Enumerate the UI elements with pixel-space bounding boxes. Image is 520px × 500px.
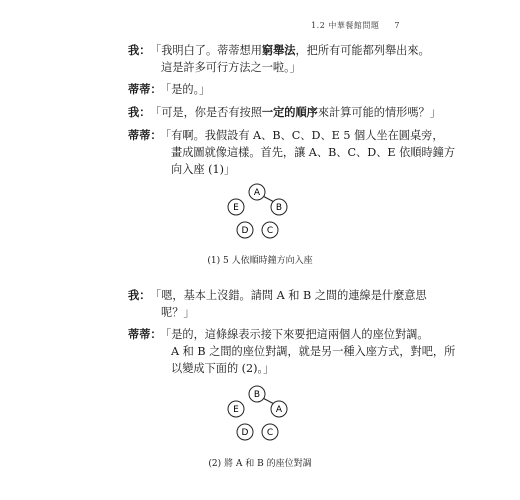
dialog-line: 「是的。」: [160, 83, 211, 96]
text-run: ，把所有可能都列舉出來。: [295, 44, 430, 57]
dialog-entry: [128, 81, 396, 98]
speaker-label: 我：: [128, 288, 151, 302]
dialog-line: 以變成下面的 (2)。」: [171, 362, 275, 375]
svg-text:B: B: [253, 390, 261, 400]
figure-caption: (1) 5 人依順時鐘方向入座: [207, 256, 313, 266]
dialog-line: 畫成圖就像這樣。首先，讓 A、B、C、D、E 依順時鐘方: [171, 146, 456, 159]
text-run: 「可是，你是否有按照: [150, 106, 262, 119]
running-header: [311, 20, 400, 31]
seating-diagram-2: [200, 384, 330, 446]
dialog-line: 呢？」: [161, 306, 195, 319]
seat-node-bottom-left: [237, 424, 253, 440]
speaker-label: 我：: [128, 105, 151, 119]
seat-node-left: [228, 401, 244, 417]
seat-node-bottom-right: [262, 424, 278, 440]
dialog-entry: [128, 104, 441, 121]
seat-node-bottom-right: [262, 222, 278, 238]
text-run: 來計算可能的情形嗎？」: [317, 106, 441, 119]
dialog-line: 這是許多可行方法之一啦。」: [161, 61, 301, 74]
svg-text:E: E: [233, 405, 239, 415]
dialog-line: 向入座 (1)」: [171, 163, 236, 176]
dialog-text: [150, 104, 441, 121]
speaker-label: 我：: [128, 43, 151, 57]
text-run: 「我明白了。蒂蒂想用: [150, 44, 262, 57]
seat-node-top: [249, 184, 265, 200]
dialog-text: [160, 326, 456, 377]
emphasis-term: 一定的順序: [261, 105, 318, 119]
seat-node-right: [271, 401, 287, 417]
svg-text:A: A: [275, 405, 283, 415]
seat-node-right: [271, 199, 287, 215]
dialog-text: [150, 287, 427, 321]
seating-diagram-1: [200, 182, 330, 244]
dialog-entry: [128, 326, 456, 377]
dialog-line: 「有啊。我假設有 A、B、C、D、E 5 個人坐在圓桌旁，: [160, 129, 444, 142]
dialog-line: [150, 42, 430, 59]
header-page-number: 7: [394, 21, 400, 30]
dialog-text: [160, 81, 396, 98]
seat-node-left: [228, 199, 244, 215]
header-section: 1.2: [311, 21, 326, 30]
speaker-label: 蒂蒂：: [128, 82, 162, 96]
dialog-entry: [128, 287, 427, 321]
speaker-label: 蒂蒂：: [128, 327, 162, 341]
dialog-entry: [128, 42, 430, 76]
svg-text:A: A: [253, 188, 261, 198]
svg-text:D: D: [241, 428, 249, 438]
dialog-entry: [128, 127, 456, 178]
dialog-line: 「嗯，基本上沒錯。請問 A 和 B 之間的連線是什麼意思: [150, 289, 427, 302]
dialog-line: 「是的，這條線表示接下來要把這兩個人的座位對調。: [160, 328, 429, 341]
seat-node-top: [249, 386, 265, 402]
dialog-text: [160, 127, 456, 178]
svg-text:D: D: [241, 226, 249, 236]
speaker-label: 蒂蒂：: [128, 128, 162, 142]
svg-text:B: B: [275, 203, 283, 213]
dialog-line: [150, 104, 441, 121]
svg-text:E: E: [233, 203, 239, 213]
svg-text:C: C: [266, 428, 274, 438]
header-title: 中華餐館問題: [328, 21, 380, 30]
dialog-text: [150, 42, 430, 76]
emphasis-term: 窮舉法: [261, 43, 296, 57]
svg-text:C: C: [266, 226, 274, 236]
seat-node-bottom-left: [237, 222, 253, 238]
dialog-line: A 和 B 之間的座位對調，就是另一種入座方式，對吧，所: [171, 345, 456, 358]
figure-caption: (2) 將 A 和 B 的座位對調: [208, 459, 312, 469]
